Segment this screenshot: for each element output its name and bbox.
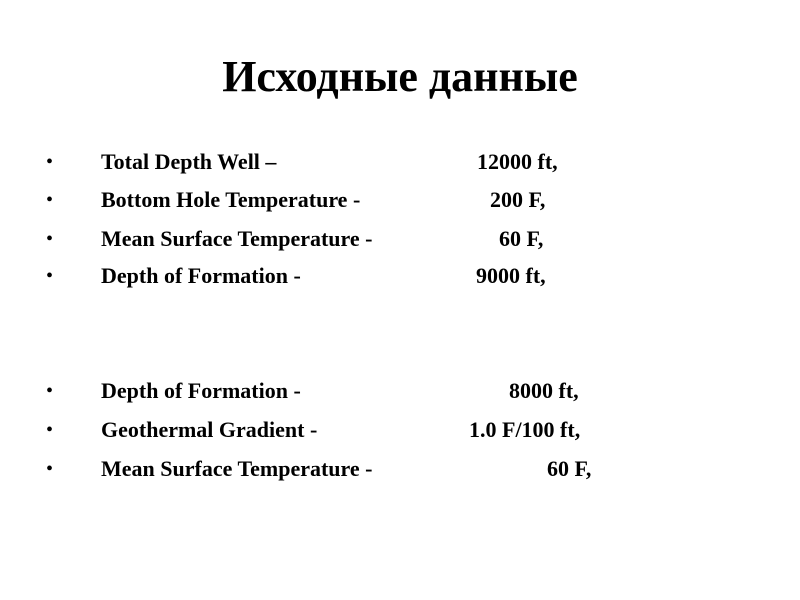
item-label: Depth of Formation - <box>101 378 301 403</box>
bullet-icon: • <box>46 419 54 441</box>
list-item <box>0 376 800 406</box>
item-label: Total Depth Well – <box>101 149 277 174</box>
item-value: 60 F, <box>499 226 544 251</box>
item-value: 60 F, <box>547 456 592 481</box>
list-item <box>0 261 800 291</box>
bullet-icon: • <box>46 228 54 250</box>
item-label: Depth of Formation - <box>101 263 301 288</box>
bullet-icon: • <box>46 265 54 287</box>
item-label: Mean Surface Temperature - <box>101 226 373 251</box>
item-label: Mean Surface Temperature - <box>101 456 373 481</box>
item-value: 9000 ft, <box>476 263 546 288</box>
bullet-icon: • <box>46 189 54 211</box>
list-item <box>0 147 800 177</box>
item-value: 1.0 F/100 ft, <box>469 417 581 442</box>
list-item <box>0 185 800 215</box>
list-item <box>0 224 800 254</box>
bullet-icon: • <box>46 151 54 173</box>
item-value: 12000 ft, <box>477 149 558 174</box>
list-item <box>0 415 800 445</box>
item-label: Bottom Hole Temperature - <box>101 187 361 212</box>
bullet-icon: • <box>46 380 54 402</box>
list-item <box>0 454 800 484</box>
item-value: 200 F, <box>490 187 546 212</box>
item-value: 8000 ft, <box>509 378 579 403</box>
bullet-icon: • <box>46 458 54 480</box>
item-label: Geothermal Gradient - <box>101 417 318 442</box>
slide-title: Исходные данные <box>222 52 578 101</box>
